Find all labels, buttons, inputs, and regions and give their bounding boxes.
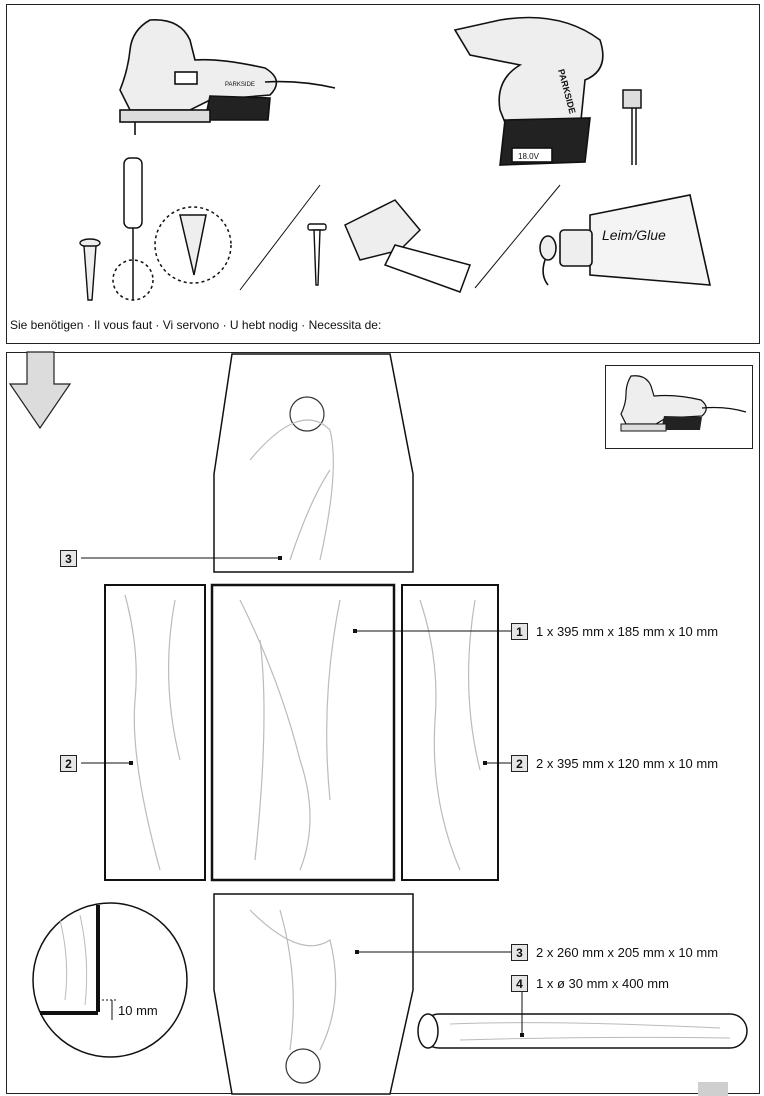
part-2-left-board	[105, 585, 205, 880]
callout-part-4: 4	[511, 975, 528, 992]
callout-part-2-right: 2	[511, 755, 528, 772]
part-1-center-board	[212, 585, 394, 880]
dimensions-part-3: 2 x 260 mm x 205 mm x 10 mm	[536, 945, 719, 960]
svg-text:PARKSIDE: PARKSIDE	[556, 67, 578, 115]
dimensions-part-2: 2 x 395 mm x 120 mm x 10 mm	[536, 756, 719, 771]
callout-part-3-bottom: 3	[511, 944, 528, 961]
svg-text:Leim/Glue: Leim/Glue	[602, 227, 666, 243]
page-corner-tab	[698, 1082, 728, 1096]
part-2-right-board	[402, 585, 498, 880]
part-3-top-board	[214, 354, 413, 572]
dimensions-part-4: 1 x ø 30 mm x 400 mm	[536, 976, 669, 991]
inset-tool-box	[605, 365, 753, 449]
svg-text:18.0V: 18.0V	[518, 152, 539, 161]
tools-caption: Sie benötigen · Il vous faut · Vi servono · U hebt nodig · Necessita de:	[10, 318, 382, 332]
part-3-bottom-board	[214, 894, 413, 1094]
arrow-down-icon	[10, 352, 70, 428]
svg-text:PARKSIDE: PARKSIDE	[225, 82, 255, 88]
callout-part-3-top: 3	[60, 550, 77, 567]
callout-part-2-left: 2	[60, 755, 77, 772]
jigsaw-icon	[606, 366, 754, 450]
dimensions-part-1: 1 x 395 mm x 185 mm x 10 mm	[536, 624, 719, 639]
detail-magnifier	[33, 903, 187, 1057]
detail-thickness-label: 10 mm	[118, 1003, 158, 1018]
callout-part-1: 1	[511, 623, 528, 640]
part-4-dowel	[418, 1014, 747, 1048]
